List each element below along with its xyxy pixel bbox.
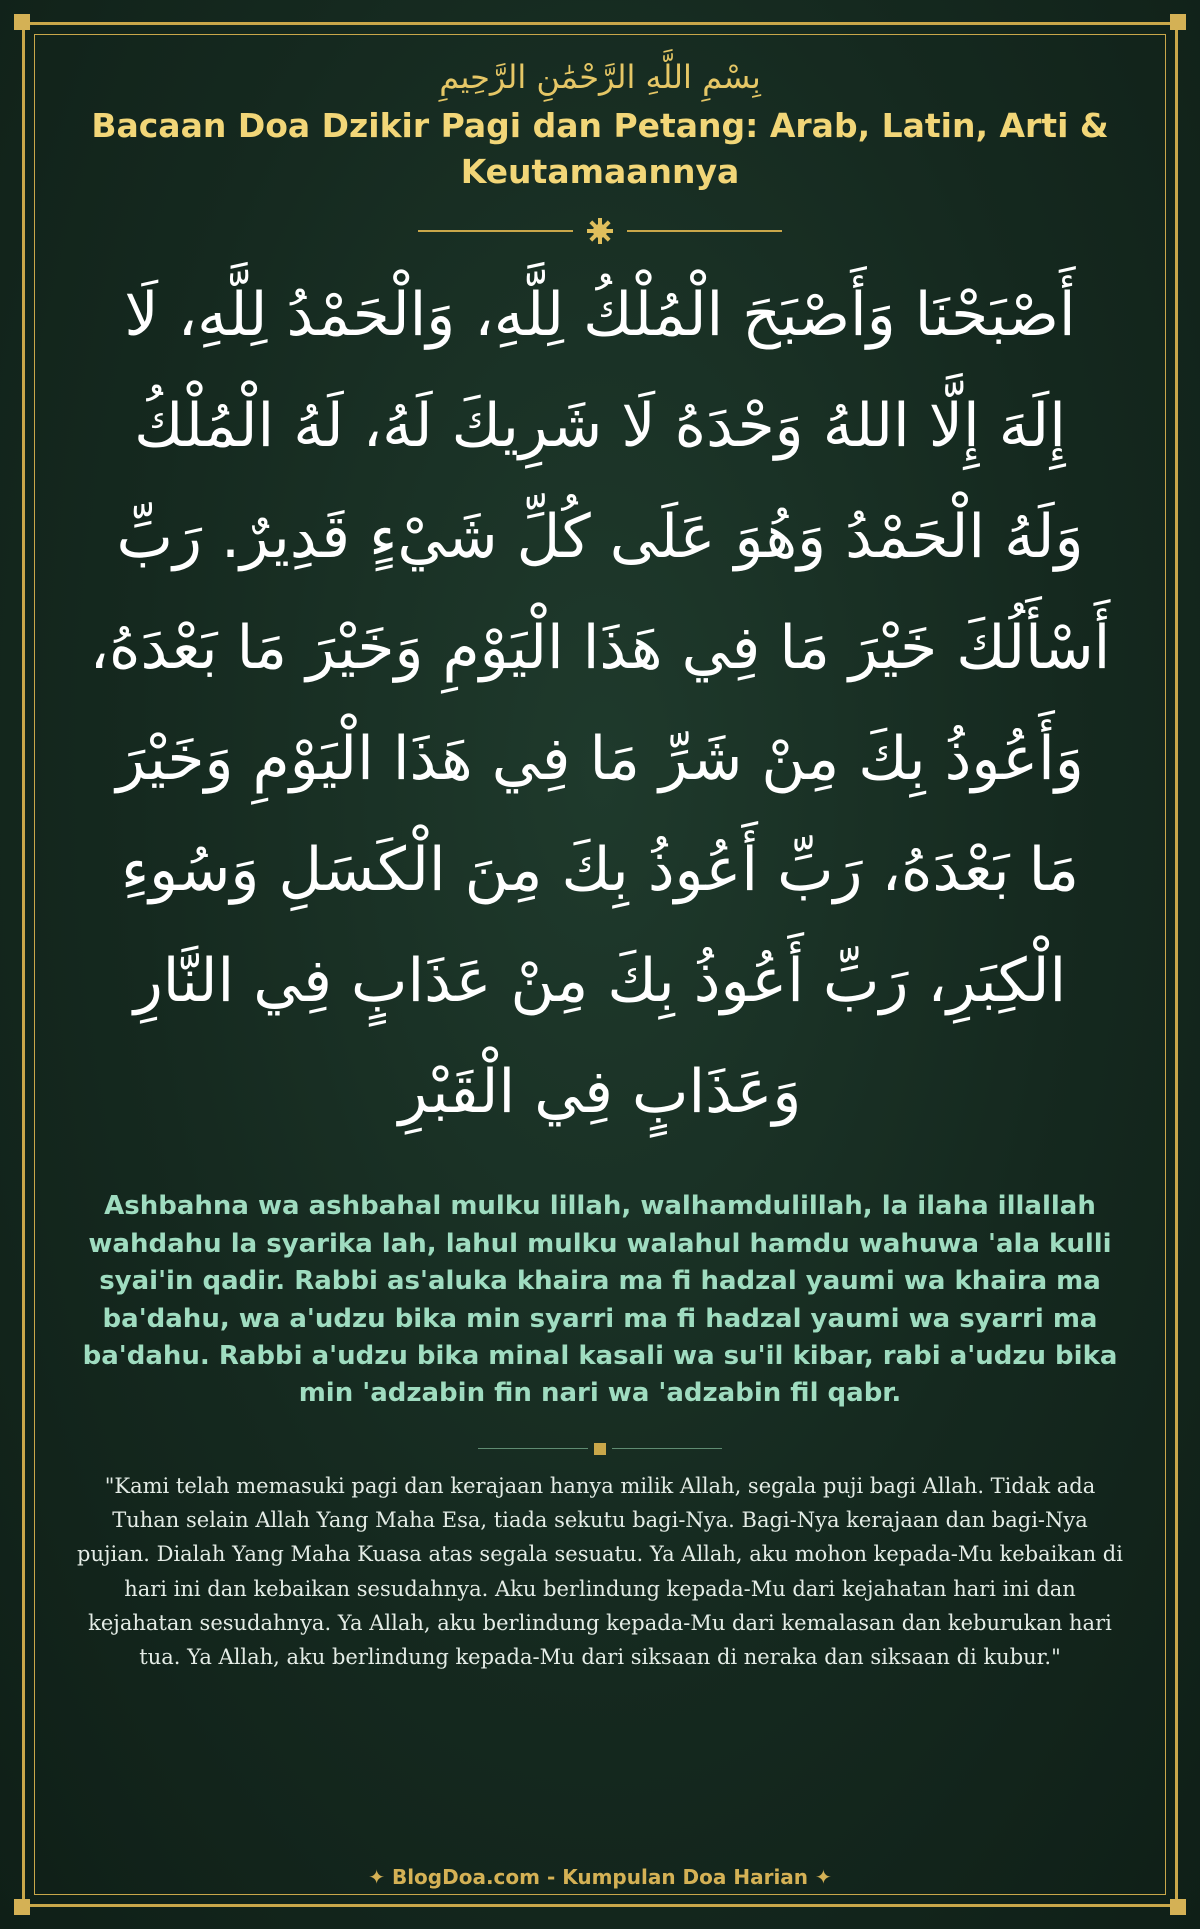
corner-ornament-icon <box>14 1899 30 1915</box>
bismillah: بِسْمِ اللَّهِ الرَّحْمَٰنِ الرَّحِيمِ <box>439 58 761 96</box>
divider-line <box>478 1448 588 1449</box>
page-title: Bacaan Doa Dzikir Pagi dan Petang: Arab, Latin, Arti & Keutamaannya <box>91 106 1109 191</box>
ornament-divider <box>60 216 1140 246</box>
footer-credit: ✦ BlogDoa.com - Kumpulan Doa Harian ✦ <box>368 1865 832 1889</box>
indonesian-translation: "Kami telah memasuki pagi dan kerajaan hanya milik Allah, segala puji bagi Allah. Tidak ada Tuhan selain Allah Yang Maha Esa, tiada sekutu bagi-Nya. Bagi-Nya kerajaan dan bagi-Nya pujian. Dialah Yang Maha Kuasa atas segala sesuatu. Ya Allah, aku mohon kepada-Mu kebaikan di hari ini dan kebaikan sesudahnya. Aku berlindung kepada-Mu dari kejahatan hari ini dan kejahatan sesudahnya. Ya Allah, aku berlindung kepada-Mu dari kemalasan dan keburukan hari tua. Ya Allah, aku berlindung kepada-Mu dari siksaan di neraka dan siksaan di kubur." <box>77 1473 1123 1669</box>
divider-line <box>612 1448 722 1449</box>
latin-transliteration: Ashbahna wa ashbahal mulku lillah, walhamdulillah, la ilaha illallah wahdahu la syarika lah, lahul mulku walahul hamdu wahuwa 'ala kulli syai'in qadir. Rabbi as'aluka khaira ma fi hadzal yaumi wa khaira ma ba'dahu, wa a'udzu bika min syarri ma fi hadzal yaumi wa syarri ma ba'dahu. Rabbi a'udzu bika minal kasali wa su'il kibar, rabi a'udzu bika min 'adzabin fin nari wa 'adzabin fil qabr. <box>82 1191 1118 1409</box>
small-divider <box>60 1443 1140 1455</box>
corner-ornament-icon <box>14 14 30 30</box>
poster-content <box>60 40 1140 1674</box>
corner-ornament-icon <box>1170 14 1186 30</box>
arabic-prayer-text: أَصْبَحْنَا وَأَصْبَحَ الْمُلْكُ لِلَّهِ، وَالْحَمْدُ لِلَّهِ، لَا إِلَهَ إِلَّا اللهُ وَحْدَهُ لَا شَرِيكَ لَهُ، لَهُ الْمُلْكُ وَلَهُ الْحَمْدُ وَهُوَ عَلَى كُلِّ شَيْءٍ قَدِيرٌ. رَبِّ أَسْأَلُكَ خَيْرَ مَا فِي هَذَا الْيَوْمِ وَخَيْرَ مَا بَعْدَهُ، وَأَعُوذُ بِكَ مِنْ شَرِّ مَا فِي هَذَا الْيَوْمِ وَخَيْرَ مَا بَعْدَهُ، رَبِّ أَعُوذُ بِكَ مِنَ الْكَسَلِ وَسُوءِ الْكِبَرِ، رَبِّ أَعُوذُ بِكَ مِنْ عَذَابٍ فِي النَّارِ وَعَذَابٍ فِي الْقَبْرِ <box>89 280 1111 1128</box>
divider-line <box>418 230 573 232</box>
ornament-dot-icon <box>594 1443 606 1455</box>
divider-line <box>627 230 782 232</box>
corner-ornament-icon <box>1170 1899 1186 1915</box>
ornament-star-icon <box>585 216 615 246</box>
